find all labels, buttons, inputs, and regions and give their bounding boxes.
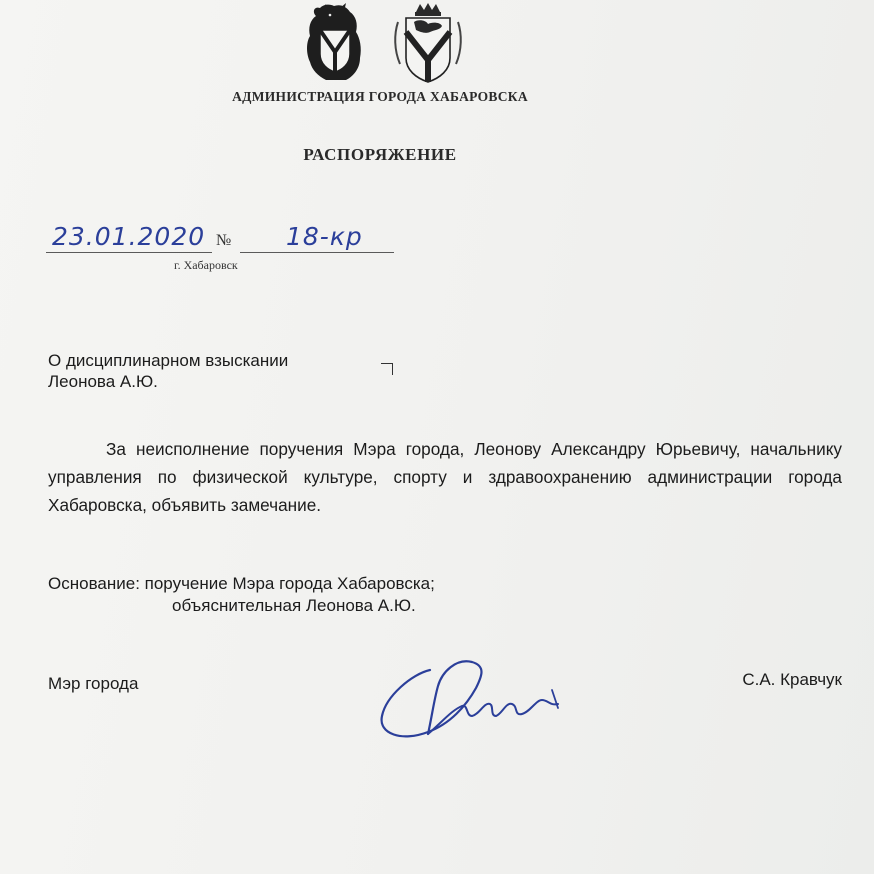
subject-corner-mark xyxy=(381,363,393,375)
handwritten-date: 23.01.2020 xyxy=(52,222,206,251)
document-body: За неисполнение поручения Мэра города, Леонову Александру Юрьевичу, начальнику управления по физической культуре, спорту и здравоохранению администрации города Хабаровска, объявить замечание. xyxy=(48,439,842,515)
organization-title: АДМИНИСТРАЦИЯ ГОРОДА ХАБАРОВСКА xyxy=(232,89,528,104)
emblems-header xyxy=(300,2,470,84)
basis-line-2: объяснительная Леонова А.Ю. xyxy=(172,596,416,615)
document-type-title: РАСПОРЯЖЕНИЕ xyxy=(303,145,457,164)
khabarovsk-city-emblem-icon xyxy=(300,2,370,84)
subject-line-2: Леонова А.Ю. xyxy=(48,372,158,391)
basis-line-1: Основание: поручение Мэра города Хабаровска; xyxy=(48,574,435,593)
date-underline xyxy=(46,252,212,253)
number-sign: № xyxy=(216,232,232,249)
khabarovsk-krai-emblem-icon xyxy=(392,2,464,84)
number-underline xyxy=(240,252,394,253)
signatory-name: С.А. Кравчук xyxy=(742,670,842,689)
issuing-city: г. Хабаровск xyxy=(174,258,238,272)
basis-block xyxy=(48,573,435,617)
document-subject xyxy=(48,350,288,392)
handwritten-number: 18-кр xyxy=(286,222,363,251)
handwritten-signature-icon xyxy=(372,650,572,750)
subject-line-1: О дисциплинарном взыскании xyxy=(48,351,289,370)
registration-block xyxy=(46,220,406,280)
signatory-position: Мэр города xyxy=(48,674,139,693)
